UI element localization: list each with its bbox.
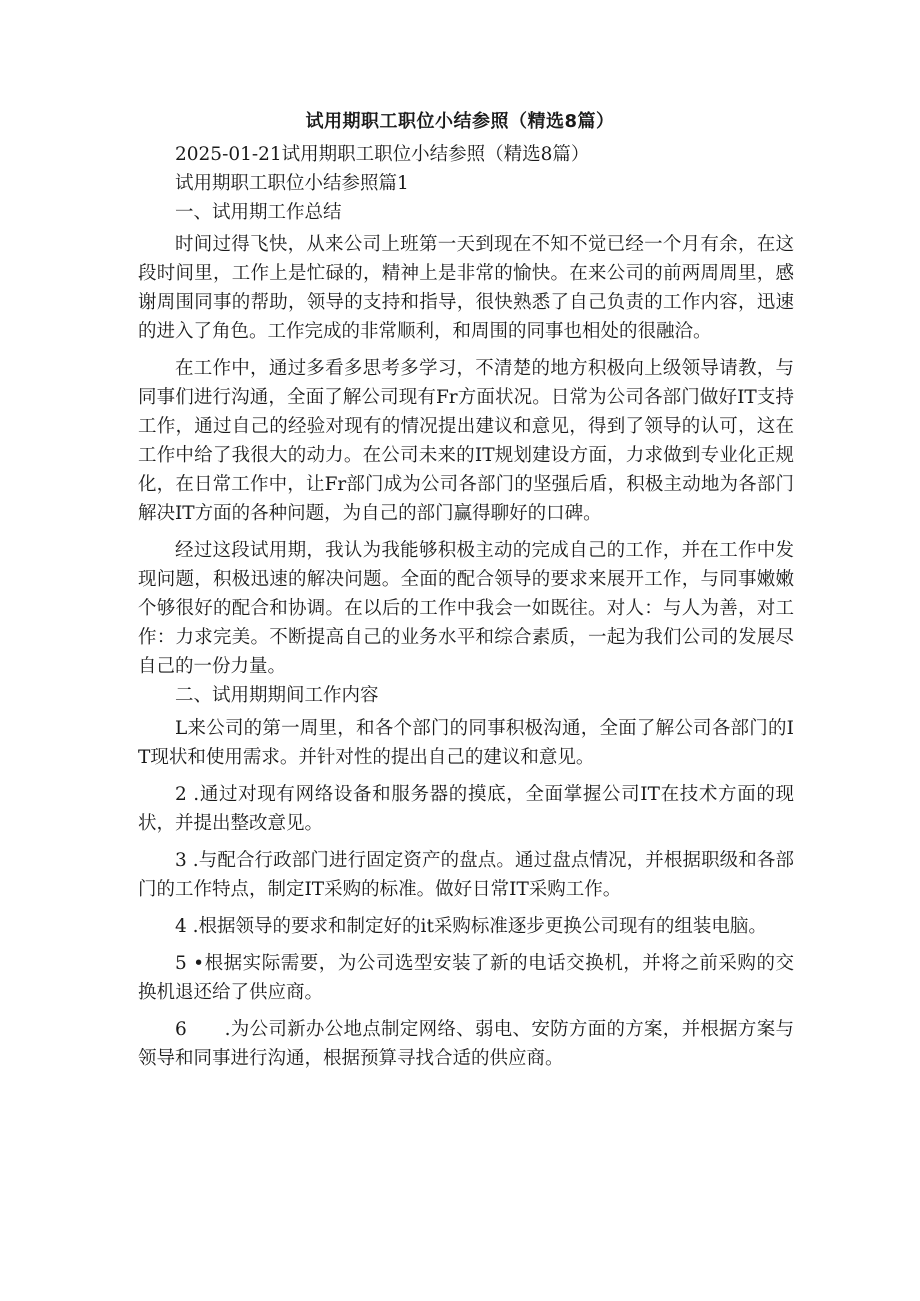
list-item: 4 .根据领导的要求和制定好的it采购标准逐步更换公司现有的组装电脑。 <box>175 916 767 937</box>
paragraph: 时间过得飞快，从来公司上班第一天到现在不知不觉已经一个月有余，在这段时间里，工作上是忙碌的，精神上是非常的愉快。在来公司的前两周周里，感谢周围同事的帮助，领导的支持和指导，很快熟悉了自己负责的工作内容，迅速的进入了角色。工作完成的非常顺利，和周围的同事也相处的很融洽。 <box>138 234 794 342</box>
date-line: 2025-01-21试用期职工职位小结参照（精选8篇） <box>175 144 590 165</box>
list-item: 5 •根据实际需要，为公司选型安装了新的电话交换机，并将之前采购的交换机退还给了供应商。 <box>138 953 794 1003</box>
list-item: L来公司的第一周里，和各个部门的同事积极沟通，全面了解公司各部门的IT现状和使用需求。并针对性的提出自己的建议和意见。 <box>138 718 794 768</box>
paragraph: 经过这段试用期，我认为我能够积极主动的完成自己的工作，并在工作中发现问题，积极迅速的解决问题。全面的配合领导的要求来展开工作，与同事嫩嫩个够很好的配合和协调。在以后的工作中我会一如既往。对人：与人为善，对工作：力求完美。不断提高自己的业务水平和综合素质，一起为我们公司的发展尽自己的一份力量。 <box>138 540 794 677</box>
list-item: 6 .为公司新办公地点制定网络、弱电、安防方面的方案，并根据方案与领导和同事进行沟通，根据预算寻找合适的供应商。 <box>138 1019 794 1069</box>
paragraph: 在工作中，通过多看多思考多学习，不清楚的地方积极向上级领导请教，与同事们进行沟通，全面了解公司现有Fr方面状况。日常为公司各部门做好IT支持工作，通过自己的经验对现有的情况提出建议和意见，得到了领导的认可，这在工作中给了我很大的动力。在公司未来的IT规划建设方面，力求做到专业化正规化，在日常工作中，让Fr部门成为公司各部门的坚强后盾，积极主动地为各部门解决IT方面的各种问题，为自己的部门赢得聊好的口碑。 <box>138 358 794 524</box>
heading-work-content: 二、试用期期间工作内容 <box>175 685 379 706</box>
list-item: 3 .与配合行政部门进行固定资产的盘点。通过盘点情况，并根据职级和各部门的工作特点，制定IT采购的标准。做好日常IT采购工作。 <box>138 850 794 900</box>
heading-summary: 一、试用期工作总结 <box>175 202 342 223</box>
list-item: 2 .通过对现有网络设备和服务器的摸底，全面掌握公司IT在技术方面的现状，并提出整改意见。 <box>138 784 794 834</box>
document-body <box>138 140 794 1081</box>
section-title: 试用期职工职位小结参照篇1 <box>175 173 409 194</box>
document-title: 试用期职工职位小结参照（精选8篇） <box>305 111 615 132</box>
